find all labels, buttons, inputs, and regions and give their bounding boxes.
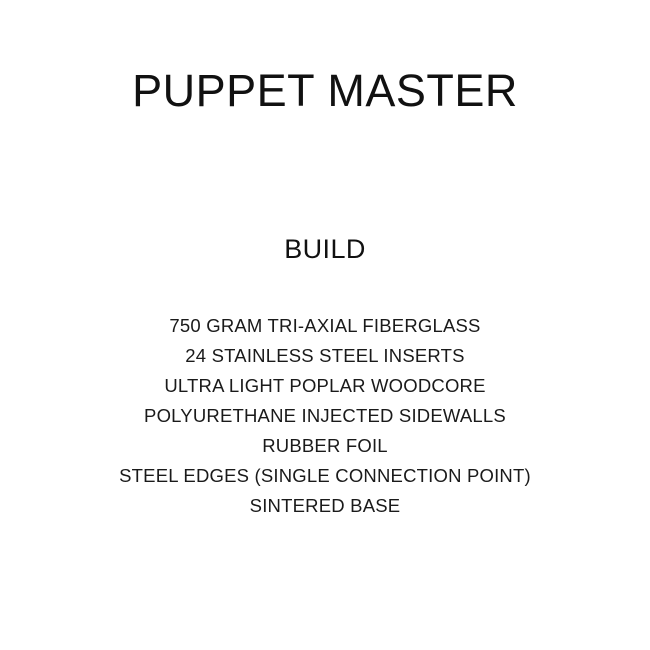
list-item: RUBBER FOIL bbox=[262, 435, 388, 457]
list-item: 24 STAINLESS STEEL INSERTS bbox=[185, 345, 465, 367]
section-heading-build: BUILD bbox=[284, 233, 366, 264]
list-item: ULTRA LIGHT POPLAR WOODCORE bbox=[164, 375, 486, 397]
list-item: POLYURETHANE INJECTED SIDEWALLS bbox=[144, 405, 506, 427]
build-spec-list bbox=[0, 311, 650, 521]
list-item: SINTERED BASE bbox=[249, 495, 401, 517]
list-item: 750 GRAM TRI-AXIAL FIBERGLASS bbox=[169, 315, 481, 337]
page-title: PUPPET MASTER bbox=[132, 65, 518, 116]
list-item: STEEL EDGES (SINGLE CONNECTION POINT) bbox=[119, 465, 531, 487]
